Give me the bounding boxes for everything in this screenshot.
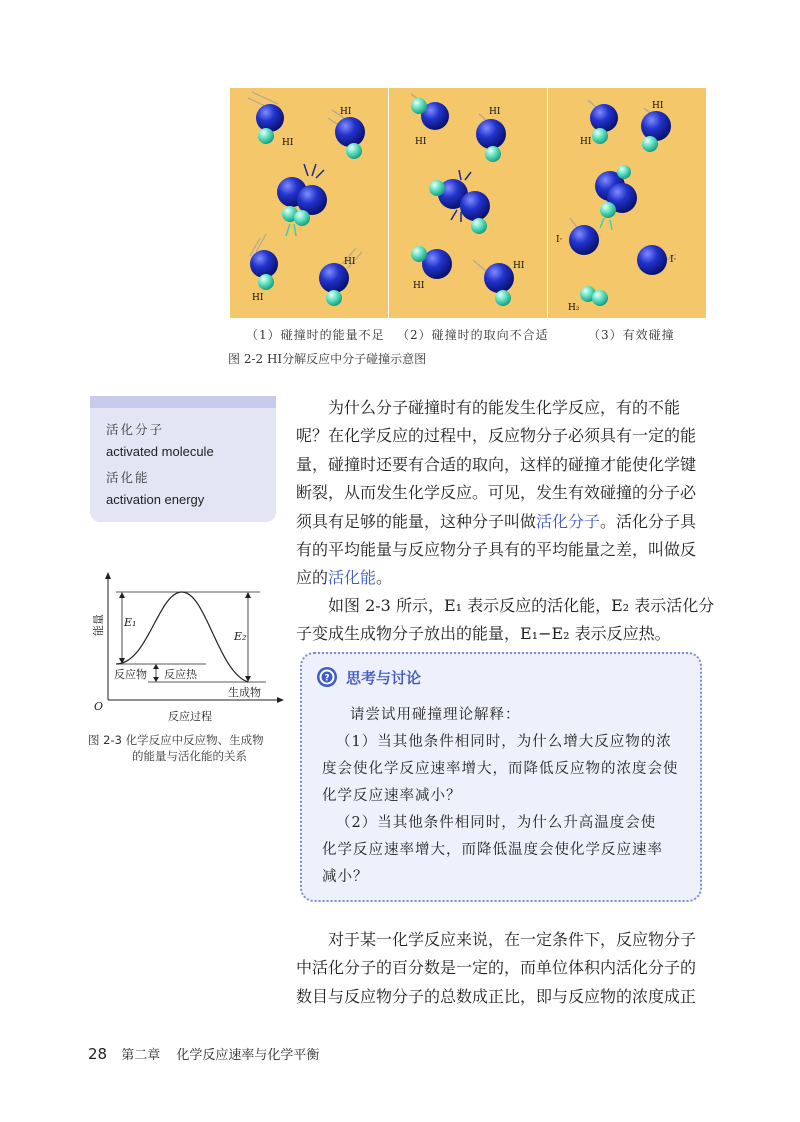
text-line: 有的平均能量与反应物分子具有的平均能量之差，叫做反 <box>296 540 697 560</box>
hydrogen-atom <box>258 128 274 144</box>
term-en: activation energy <box>106 492 205 507</box>
figure-2-2-title: 图 2-2 HI分解反应中分子碰撞示意图 <box>228 352 427 366</box>
molecule-label: HI <box>340 107 352 117</box>
text-line: 中活化分子的百分数是一定的，而单位体积内活化分子的 <box>296 958 697 978</box>
paragraph-1 <box>296 394 704 593</box>
molecule-label: I· <box>556 235 563 245</box>
text-line: 对于某一化学反应来说，在一定条件下，反应物分子 <box>328 930 697 949</box>
figure-2-3-caption <box>88 732 264 764</box>
text-line: 数目与反应物分子的总数成正比，即与反应物的浓度成正 <box>296 986 697 1006</box>
molecule-label: HI <box>282 138 294 148</box>
x-axis-label: 反应过程 <box>168 710 212 723</box>
caption-line: 图 2-3 化学反应中反应物、生成物 <box>88 733 264 747</box>
panel-caption-2: （2）碰撞时的取向不合适 <box>397 328 549 342</box>
text-line: 呢？在化学反应的过程中，反应物分子必须具有一定的能 <box>296 426 697 446</box>
svg-text:?: ? <box>324 673 330 684</box>
text-line: 如图 2-3 所示，E₁ 表示反应的活化能，E₂ 表示活化分 <box>328 596 715 615</box>
product-label: 生成物 <box>228 686 261 699</box>
panel-caption-3: （3）有效碰撞 <box>588 328 675 342</box>
discussion-header <box>316 666 421 688</box>
iodine-atom <box>256 104 284 132</box>
term-highlight: 活化能 <box>328 568 377 588</box>
panel-caption-1: （1）碰撞时的能量不足 <box>246 328 385 342</box>
molecule-label: HI <box>413 281 425 291</box>
text-line: 请尝试用碰撞理论解释： <box>350 707 521 723</box>
text-line: 量，碰撞时还要有合适的取向，这样的碰撞才能使化学键 <box>296 454 697 474</box>
molecule-label: HI <box>580 137 592 147</box>
e1-label: E₁ <box>124 616 137 629</box>
text-line: 子变成生成物分子放出的能量，E₁−E₂ 表示反应热。 <box>296 624 671 644</box>
discussion-title: 思考与讨论 <box>346 668 422 687</box>
term-en: activated molecule <box>106 444 214 459</box>
text-line: 为什么分子碰撞时有的能发生化学反应，有的不能 <box>328 398 681 417</box>
term-cn: 活化分子 <box>106 422 165 437</box>
text-line: 度会使化学反应速率增大，而降低反应物的浓度会使 <box>322 761 679 777</box>
molecule-label: HI <box>513 261 525 271</box>
text-line: 断裂，从而发生化学反应。可见，发生有效碰撞的分子必 <box>296 483 697 503</box>
y-axis-label: 能量 <box>92 614 105 636</box>
figure-panel-3 <box>548 88 706 318</box>
e2-label: E₂ <box>234 630 247 643</box>
key-terms-box <box>90 396 276 522</box>
text-line: 化学反应速率减小？ <box>322 788 462 804</box>
page-footer <box>88 1044 319 1063</box>
molecule-label: HI <box>415 137 427 147</box>
molecule-label: HI <box>652 101 664 111</box>
molecule-label: H₂ <box>568 303 580 313</box>
origin-label: O <box>94 700 104 713</box>
figure-panel-1 <box>230 88 388 318</box>
text-line: （1）当其他条件相同时，为什么增大反应物的浓 <box>336 734 672 750</box>
discussion-box <box>300 652 702 902</box>
discussion-text <box>322 702 692 891</box>
molecule-label: HI <box>252 293 264 303</box>
text-line: 应的活化能。 <box>296 568 393 588</box>
paragraph-3 <box>296 926 704 1011</box>
molecule-label: HI <box>489 107 501 117</box>
molecule-label: HI <box>344 257 356 267</box>
term-cn: 活化能 <box>106 470 150 485</box>
text-line: 须具有足够的能量，这种分子叫做活化分子。活化分子具 <box>296 511 697 531</box>
iodine-atom <box>335 117 365 147</box>
hydrogen-atom <box>346 143 362 159</box>
term-highlight: 活化分子 <box>536 511 601 531</box>
paragraph-2 <box>296 592 715 649</box>
text-line: 化学反应速率增大，而降低温度会使化学反应速率 <box>322 842 663 858</box>
text-line: （2）当其他条件相同时，为什么升高温度会使 <box>336 815 657 831</box>
reactant-label: 反应物 <box>114 668 147 681</box>
molecule-label: I· <box>670 255 677 265</box>
text-line: 减小？ <box>322 869 369 885</box>
page-number: 28 <box>88 1045 108 1063</box>
reaction-heat-label: 反应热 <box>164 668 197 681</box>
figure-panel-2 <box>389 88 547 318</box>
key-terms-band <box>90 396 276 408</box>
caption-line: 的能量与活化能的关系 <box>132 749 247 763</box>
chapter-number: 第二章 <box>121 1048 161 1063</box>
discussion-icon <box>316 666 338 688</box>
chapter-title: 化学反应速率与化学平衡 <box>176 1048 320 1063</box>
energy-diagram <box>88 572 284 724</box>
